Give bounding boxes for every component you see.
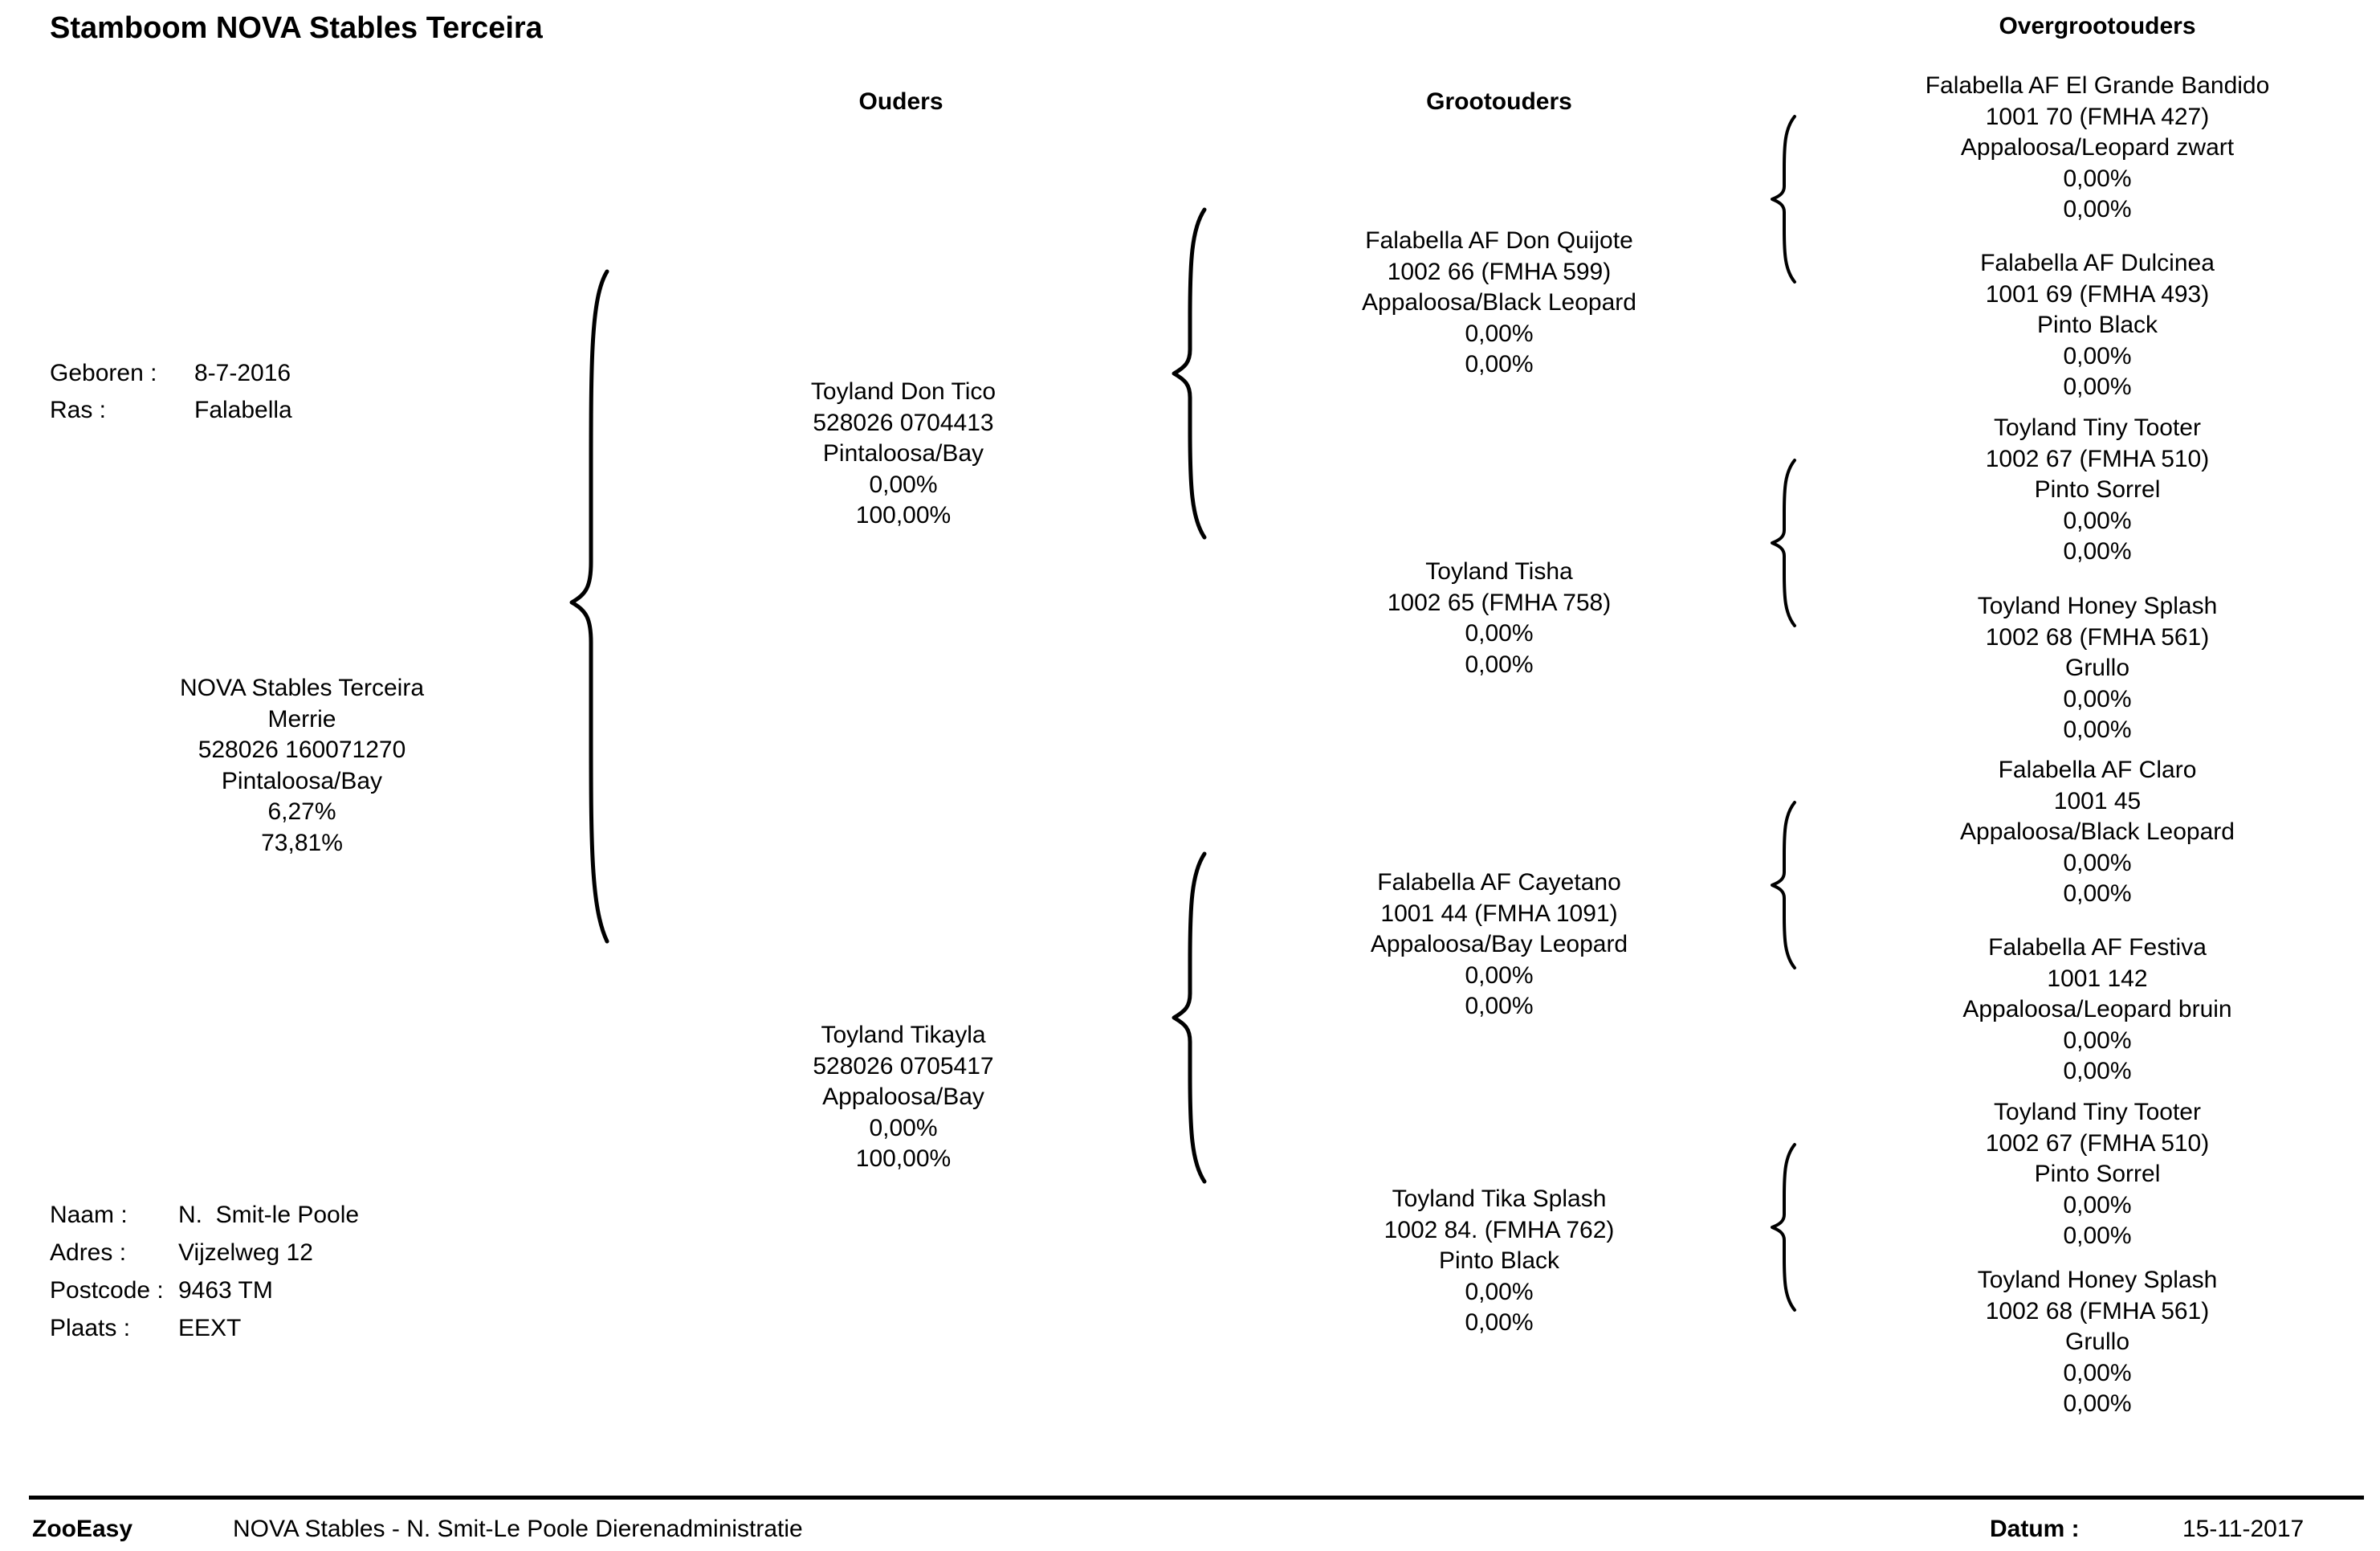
breed-value: Falabella (194, 397, 292, 423)
great-grandparent-pct2: 0,00% (2063, 1390, 2132, 1417)
great-grandparent-registration: 1002 68 (FMHA 561) (1985, 623, 2210, 651)
great-grandparent-name: Falabella AF Dulcinea (1980, 250, 2215, 276)
owner-info (50, 1196, 359, 1347)
owner-city-row (50, 1309, 359, 1347)
great-grandparent-registration: 1002 68 (FMHA 561) (1985, 1297, 2210, 1324)
great-grandparent-6 (1840, 933, 2354, 1088)
great-grandparent-pct2: 0,00% (2063, 716, 2132, 743)
great-grandparent-pct2: 0,00% (2063, 1222, 2132, 1249)
grandparent-name: Falabella AF Cayetano (1377, 869, 1621, 896)
subject-sex: Merrie (267, 705, 336, 733)
great-grandparent-pct2: 0,00% (2063, 538, 2132, 565)
parent-name: Toyland Don Tico (810, 378, 996, 405)
owner-address-label: Adres : (50, 1239, 127, 1266)
great-grandparent-8 (1840, 1265, 2354, 1420)
owner-postcode-row (50, 1271, 359, 1309)
brace-ggp-3-icon (1763, 798, 1803, 972)
owner-city-label: Plaats : (50, 1315, 131, 1341)
owner-name-row (50, 1196, 359, 1234)
grandparent-color: Pinto Black (1438, 1247, 1560, 1274)
born-value: 8-7-2016 (194, 360, 291, 386)
great-grandparent-pct1: 0,00% (2063, 1359, 2132, 1386)
born-row (50, 355, 292, 392)
great-grandparent-name: Toyland Honey Splash (1977, 1267, 2218, 1293)
owner-name-label: Naam : (50, 1202, 128, 1228)
parent-sire (646, 377, 1160, 532)
grandparent-registration: 1001 44 (FMHA 1091) (1380, 900, 1618, 927)
great-grandparent-pct2: 0,00% (2063, 373, 2132, 400)
header-parents: Ouders (858, 88, 943, 115)
great-grandparent-pct1: 0,00% (2063, 507, 2132, 534)
document-title: Stamboom NOVA Stables Terceira (50, 11, 543, 45)
great-grandparent-color: Pinto Black (2036, 312, 2158, 338)
grandparent-registration: 1002 84. (FMHA 762) (1384, 1216, 1615, 1243)
great-grandparent-name: Falabella AF El Grande Bandido (1925, 72, 2270, 99)
great-grandparent-4 (1840, 591, 2354, 746)
great-grandparent-pct1: 0,00% (2063, 685, 2132, 712)
great-grandparent-registration: 1001 70 (FMHA 427) (1985, 103, 2210, 130)
parent-pct1: 0,00% (869, 471, 938, 498)
parent-pct2: 100,00% (855, 502, 952, 529)
great-grandparent-3 (1840, 413, 2354, 568)
grandparent-color: Appaloosa/Bay Leopard (1370, 931, 1628, 957)
parent-color: Appaloosa/Bay (822, 1084, 984, 1110)
great-grandparent-registration: 1002 67 (FMHA 510) (1985, 445, 2210, 472)
owner-postcode-label: Postcode : (50, 1277, 164, 1304)
great-grandparent-name: Toyland Tiny Tooter (1994, 414, 2201, 441)
grandparent-name: Falabella AF Don Quijote (1365, 227, 1633, 254)
great-grandparent-pct1: 0,00% (2063, 849, 2132, 876)
parent-name: Toyland Tikayla (821, 1022, 986, 1048)
great-grandparent-name: Toyland Honey Splash (1977, 593, 2218, 619)
great-grandparent-registration: 1001 69 (FMHA 493) (1985, 280, 2210, 308)
grandparent-3 (1242, 867, 1756, 1022)
great-grandparent-registration: 1001 142 (2047, 965, 2148, 992)
grandparent-pct2: 0,00% (1465, 651, 1534, 678)
grandparent-registration: 1002 66 (FMHA 599) (1387, 258, 1612, 285)
grandparent-pct1: 0,00% (1465, 1278, 1534, 1305)
header-great-grandparents: Overgrootouders (1999, 13, 2196, 39)
grandparent-name: Toyland Tika Splash (1392, 1186, 1607, 1212)
owner-address-value: Vijzelweg 12 (178, 1239, 313, 1266)
subject-inbreeding: 6,27% (267, 798, 336, 825)
grandparent-1 (1242, 226, 1756, 381)
owner-city-value: EEXT (178, 1315, 242, 1341)
header-grandparents: Grootouders (1426, 88, 1572, 115)
grandparent-name: Toyland Tisha (1425, 558, 1573, 585)
brace-ggp-2-icon (1763, 456, 1803, 630)
owner-postcode-value: 9463 TM (178, 1277, 273, 1304)
footer-date-value: 15-11-2017 (2182, 1516, 2305, 1542)
great-grandparent-pct1: 0,00% (2063, 1191, 2132, 1218)
great-grandparent-color: Appaloosa/Leopard zwart (1960, 134, 2235, 161)
brace-ggp-4-icon (1763, 1141, 1803, 1314)
footer-divider (29, 1496, 2364, 1500)
great-grandparent-color: Grullo (2064, 655, 2130, 681)
great-grandparent-name: Falabella AF Festiva (1988, 934, 2207, 961)
great-grandparent-1 (1840, 71, 2354, 226)
subject-relationship: 73,81% (261, 829, 343, 856)
grandparent-pct2: 0,00% (1465, 351, 1534, 378)
great-grandparent-name: Falabella AF Claro (1998, 757, 2197, 783)
grandparent-pct1: 0,00% (1465, 620, 1534, 647)
grandparent-4 (1242, 1184, 1756, 1339)
brace-dam-icon (1164, 849, 1212, 1186)
great-grandparent-color: Appaloosa/Black Leopard (1960, 818, 2235, 845)
subject-block (45, 673, 559, 859)
great-grandparent-2 (1840, 248, 2354, 403)
grandparent-pct1: 0,00% (1465, 961, 1534, 989)
parent-registration: 528026 0705417 (813, 1052, 994, 1080)
owner-address-row (50, 1234, 359, 1271)
subject-color: Pintaloosa/Bay (221, 767, 383, 794)
great-grandparent-pct2: 0,00% (2063, 196, 2132, 222)
grandparent-pct1: 0,00% (1465, 320, 1534, 347)
great-grandparent-color: Grullo (2064, 1329, 2130, 1355)
parent-dam (646, 1020, 1160, 1175)
parent-pct1: 0,00% (869, 1114, 938, 1141)
animal-info (50, 355, 292, 429)
brace-ggp-1-icon (1763, 112, 1803, 286)
footer-description: NOVA Stables - N. Smit-Le Poole Dierenadministratie (233, 1516, 803, 1542)
footer-date-label: Datum : (1990, 1516, 2080, 1542)
great-grandparent-registration: 1001 45 (2053, 787, 2142, 814)
great-grandparent-pct2: 0,00% (2063, 1058, 2132, 1084)
great-grandparent-7 (1840, 1097, 2354, 1252)
great-grandparent-pct1: 0,00% (2063, 1027, 2132, 1054)
parent-registration: 528026 0704413 (813, 409, 994, 436)
parent-color: Pintaloosa/Bay (822, 440, 984, 467)
footer-brand: ZooEasy (32, 1516, 133, 1542)
brace-sire-icon (1164, 205, 1212, 542)
born-label: Geboren : (50, 360, 157, 386)
grandparent-pct2: 0,00% (1465, 1309, 1534, 1336)
grandparent-registration: 1002 65 (FMHA 758) (1387, 589, 1612, 616)
great-grandparent-color: Appaloosa/Leopard bruin (1962, 996, 2232, 1022)
great-grandparent-color: Pinto Sorrel (2034, 1161, 2161, 1187)
subject-name: NOVA Stables Terceira (179, 675, 425, 701)
grandparent-pct2: 0,00% (1465, 993, 1534, 1019)
great-grandparent-color: Pinto Sorrel (2034, 476, 2161, 503)
grandparent-2 (1242, 557, 1756, 680)
parent-pct2: 100,00% (855, 1145, 952, 1172)
grandparent-color: Appaloosa/Black Leopard (1362, 289, 1636, 316)
subject-registration: 528026 160071270 (198, 737, 406, 763)
great-grandparent-pct1: 0,00% (2063, 165, 2132, 192)
great-grandparent-name: Toyland Tiny Tooter (1994, 1099, 2201, 1125)
great-grandparent-registration: 1002 67 (FMHA 510) (1985, 1129, 2210, 1157)
breed-label: Ras : (50, 397, 107, 423)
brace-subject-icon (562, 265, 618, 948)
great-grandparent-pct1: 0,00% (2063, 342, 2132, 369)
great-grandparent-pct2: 0,00% (2063, 880, 2132, 907)
owner-name-value: N. Smit-le Poole (178, 1202, 360, 1228)
breed-row (50, 392, 292, 429)
great-grandparent-5 (1840, 755, 2354, 910)
